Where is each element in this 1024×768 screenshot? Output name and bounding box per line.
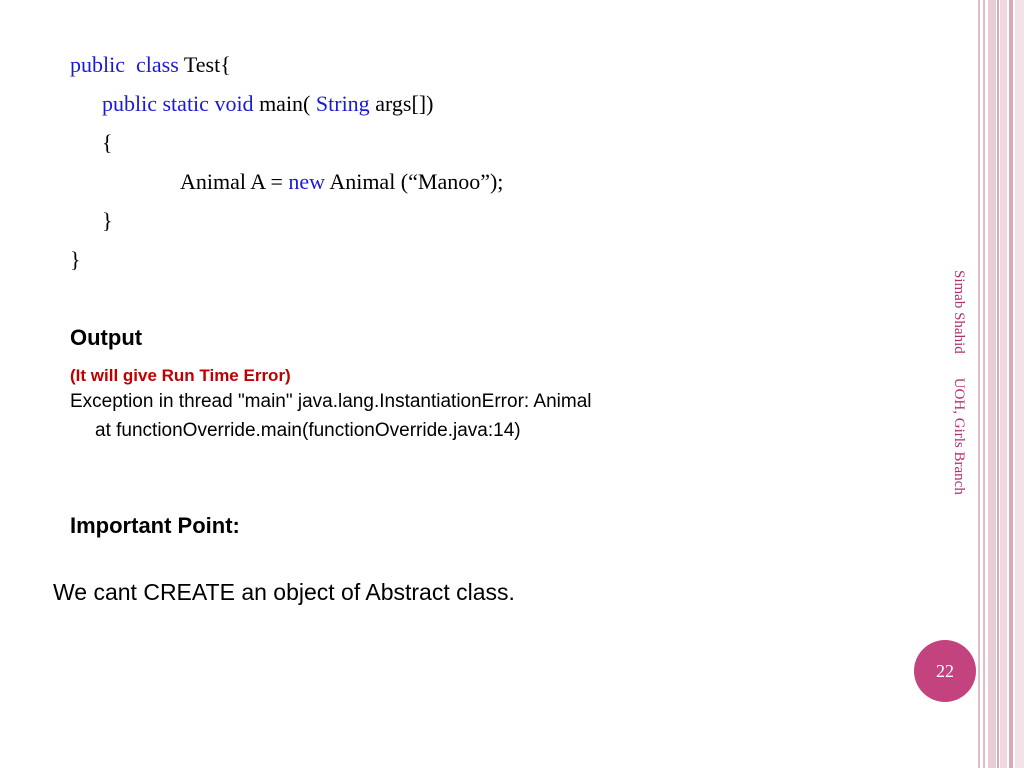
decorative-stripe <box>988 0 996 768</box>
code-line-close-brace: } <box>102 208 113 233</box>
code-text: main( <box>259 91 311 116</box>
page-number-badge <box>914 640 976 702</box>
decorative-stripe <box>1000 0 1007 768</box>
important-point-statement: We cant CREATE an object of Abstract class. <box>53 579 515 605</box>
decorative-stripe <box>978 0 980 768</box>
code-line-open-brace: { <box>102 130 113 155</box>
code-text: Test{ <box>183 52 231 77</box>
output-heading: Output <box>70 325 143 350</box>
keyword: void <box>214 91 254 116</box>
footer-author: Simab Shahid <box>951 270 967 354</box>
keyword: class <box>136 52 179 77</box>
code-text: Animal A = <box>180 169 283 194</box>
keyword: new <box>288 169 326 194</box>
code-text: args[]) <box>375 91 434 116</box>
exception-line: Exception in thread "main" java.lang.InstantiationError: Animal <box>70 391 592 412</box>
code-line-main-method <box>102 91 433 117</box>
keyword: public <box>102 91 157 116</box>
code-line-class-declaration <box>70 52 231 78</box>
decorative-stripe <box>997 0 999 768</box>
error-note: (It will give Run Time Error) <box>70 366 291 385</box>
page-number: 22 <box>936 660 954 681</box>
keyword: String <box>315 91 370 116</box>
vertical-footer <box>950 270 967 495</box>
code-line-close-brace: } <box>70 247 81 272</box>
keyword: public <box>70 52 125 77</box>
keyword: static <box>162 91 209 116</box>
code-text: Animal (“Manoo”); <box>329 169 504 194</box>
decorative-stripe <box>1009 0 1013 768</box>
footer-organization: UOH, Girls Branch <box>951 377 967 495</box>
decorative-stripe <box>1015 0 1024 768</box>
stack-trace-line: at functionOverride.main(functionOverride.java:14) <box>95 420 521 441</box>
important-point-heading: Important Point: <box>70 513 240 538</box>
code-line-object-creation <box>180 169 503 195</box>
decorative-stripe <box>983 0 985 768</box>
